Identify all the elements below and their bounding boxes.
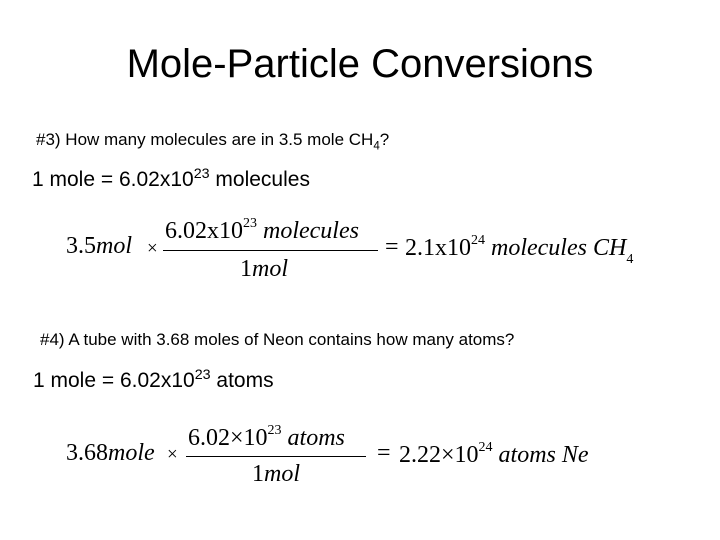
question-3-text: #3) How many molecules are in 3.5 mole CH [36,130,374,149]
eq4-denominator: 1mol [252,461,300,487]
eq4-numerator: $6.02\times 10^{23}$ atoms [188,423,345,451]
conversion-factor-3 [32,166,310,192]
eq3-denominator: 1mol [240,256,288,282]
conversion-3-text: 1 mole = 6.02x10 [32,168,194,191]
question-4: #4) A tube with 3.68 moles of Neon contains how many atoms? [40,330,515,349]
question-3-subscript: 4 [373,140,380,153]
conversion-4-text: 1 mole = 6.02x10 [33,369,195,392]
slide-title: Mole-Particle Conversions [126,42,594,86]
eq4-fraction-bar [186,456,366,457]
question-3 [36,130,389,152]
eq3-given: 3.5mol [66,233,132,259]
conversion-3-unit: molecules [209,168,310,191]
question-3-end: ? [379,130,390,149]
eq3-times: × [147,238,158,259]
conversion-factor-4 [33,367,274,393]
eq4-times: × [167,444,178,465]
eq3-result: $2.1x10^{24}$ molecules $CH_4$ [405,233,634,267]
conversion-4-exponent: 23 [194,367,211,383]
eq4-equals: = [377,440,391,466]
conversion-3-exponent: 23 [193,166,210,182]
eq3-fraction-bar [163,250,378,251]
eq4-result: $2.22\times 10^{24}$ atoms Ne [399,440,589,468]
eq4-given: 3.68mole [66,440,155,466]
conversion-4-unit: atoms [210,369,274,392]
eq3-equals: = [385,234,399,260]
eq3-numerator: $6.02x10^{23}$ molecules [165,216,359,244]
